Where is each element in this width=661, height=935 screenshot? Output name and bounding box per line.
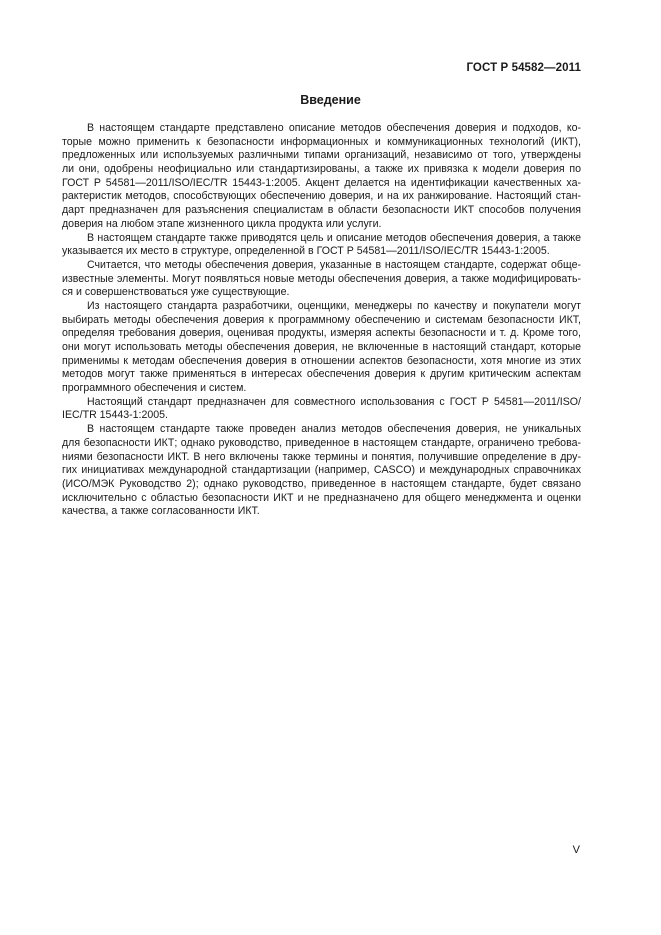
text-line: торые можно применить к безопасности информационных и коммуникационных технологий (ИКТ), xyxy=(62,135,581,148)
text-line: IEC/TR 15443-1:2005. xyxy=(62,409,168,422)
text-line: Из настоящего стандарта разработчики, оценщики, менеджеры по качеству и покупатели могут xyxy=(87,299,581,312)
text-line: исключительно с областью безопасности ИКТ и не предназначено для общего менеджмента и оценки xyxy=(62,491,581,504)
text-line: для безопасности ИКТ; однако руководство, приведенное в настоящем стандарте, ограничено требова- xyxy=(62,436,581,449)
text-line: (ИСО/МЭК Руководство 2); однако руководство, приведенное в настоящем стандарте, будет связано xyxy=(62,477,581,490)
page-number: V xyxy=(572,844,580,856)
text-line: ли они, одобрены неофициально или стандартизированы, а также их привязка к модели доверия по xyxy=(62,163,581,176)
body-text xyxy=(62,122,581,519)
text-line: методов могут также применяться в интересах обеспечения доверия к другим критическим аспектам xyxy=(62,368,581,381)
text-line: они могут использовать методы обеспечения доверия, не включенные в настоящий стандарт, которые xyxy=(62,341,581,353)
text-line: ГОСТ Р 54581—2011/ISO/IEC/TR 15443-1:2005. Акцент делается на идентификации качественных ха- xyxy=(62,176,581,189)
text-line: В настоящем стандарте также проведен анализ методов обеспечения доверия, не уникальных xyxy=(87,423,581,436)
section-title: Введение xyxy=(300,93,361,107)
text-line: В настоящем стандарте представлено описание методов обеспечения доверия и подходов, ко- xyxy=(87,122,581,134)
text-line: указывается их место в структуре, определенной в ГОСТ Р 54581—2011/ISO/IEC/TR 15443-1:2005. xyxy=(62,245,550,258)
text-line: определяя требования доверия, оценивая продукты, измеряя аспекты безопасности и т. д. Кроме того, xyxy=(62,327,581,340)
text-line: дарт предназначен для разъяснения специалистам в области безопасности ИКТ способов получения xyxy=(62,204,581,217)
text-line: В настоящем стандарте также приводятся цель и описание методов обеспечения доверия, а также xyxy=(87,231,581,244)
text-line: гих инициативах международной стандартизации (например, CASCO) и международных справочниках xyxy=(62,464,581,477)
text-line: программного обеспечения и систем. xyxy=(62,382,247,395)
document-standard-number: ГОСТ Р 54582—2011 xyxy=(466,62,581,74)
text-line: Настоящий стандарт предназначен для совместного использования с ГОСТ Р 54581—2011/ISO/ xyxy=(87,395,581,408)
text-line: качества, а также согласованности ИКТ. xyxy=(62,505,260,518)
text-line: ся и совершенствоваться уже существующие. xyxy=(62,286,290,299)
text-line: рактеристик методов, способствующих обеспечению доверия, и на их ранжирование. Настоящий стан- xyxy=(62,190,581,203)
text-line: доверия на любом этапе жизненного цикла продукта или услуги. xyxy=(62,217,382,230)
text-line: выбирать методы обеспечения доверия к программному обеспечению и системам безопасности ИКТ, xyxy=(62,313,581,326)
text-line: предложенных или используемых различными типами организаций, независимо от того, утверждены xyxy=(62,149,581,162)
text-line: Считается, что методы обеспечения доверия, указанные в настоящем стандарте, содержат обще- xyxy=(87,258,581,271)
text-line: ниями безопасности ИКТ. В него включены также термины и понятия, получившие определение в дру- xyxy=(62,450,581,463)
text-line: известные элементы. Могут появляться новые методы обеспечения доверия, а также модифицировать- xyxy=(62,272,581,285)
text-line: применимы к методам обеспечения доверия в отношении аспектов безопасности, хотя многие из этих xyxy=(62,354,581,367)
